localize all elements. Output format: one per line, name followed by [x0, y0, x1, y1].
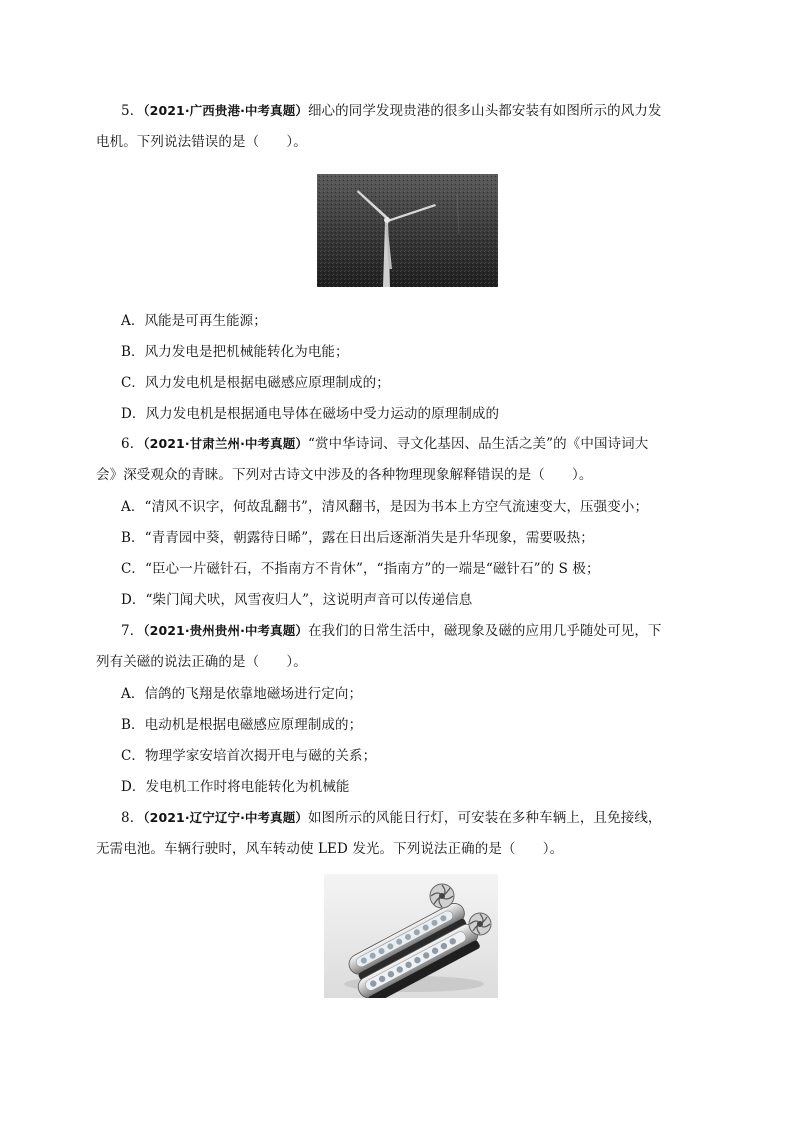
wind-turbine-photo [317, 174, 498, 287]
question-6-line-2: 会》深受观众的青睐。下列对古诗文中涉及的各种物理现象解释错误的是（ ）。 [96, 467, 593, 483]
question-7-option-d: D．发电机工作时将电能转化为机械能 [121, 779, 350, 795]
question-source: （2021·甘肃兰州·中考真题） [143, 436, 308, 451]
question-7-option-c: C．物理学家安培首次揭开电与磁的关系； [121, 748, 377, 764]
question-text: “赏中华诗词、寻文化基因、品生活之美”的《中国诗词大 [307, 436, 649, 452]
question-5-option-b: B．风力发电是把机械能转化为电能； [121, 344, 349, 360]
question-5-option-a: A．风能是可再生能源； [121, 313, 267, 329]
led-light-image [324, 874, 498, 998]
question-7-option-a: A．信鸽的飞翔是依靠地磁场进行定向； [121, 686, 363, 702]
question-6-option-d: D．“柴门闻犬吠，风雪夜归人”，这说明声音可以传递信息 [121, 592, 473, 608]
question-source: （2021·贵州贵州·中考真题） [143, 623, 308, 638]
question-5-option-c: C．风力发电机是根据电磁感应原理制成的； [121, 375, 390, 391]
question-text: 如图所示的风能日行灯，可安装在多种车辆上，且免接线， [307, 810, 662, 826]
question-6-option-a: A．“清风不识字，何故乱翻书”，清风翻书，是因为书本上方空气流速变大，压强变小； [121, 499, 649, 515]
question-number: 5． [121, 103, 144, 119]
question-number: 6． [121, 436, 144, 452]
question-7-line-1 [121, 621, 701, 641]
question-5-line-2: 电机。下列说法错误的是（ ）。 [96, 134, 307, 150]
question-6-option-b: B．“青青园中葵，朝露待日晞”，露在日出后逐渐消失是升华现象，需要吸热； [121, 530, 594, 546]
wind-turbine-image [317, 174, 498, 287]
question-text: 在我们的日常生活中，磁现象及磁的应用几乎随处可见，下 [307, 623, 662, 639]
question-source: （2021·广西贵港·中考真题） [143, 103, 308, 118]
question-6-line-1 [121, 434, 701, 454]
question-source: （2021·辽宁辽宁·中考真题） [143, 810, 308, 825]
question-text: 细心的同学发现贵港的很多山头都安装有如图所示的风力发 [307, 103, 662, 119]
question-8-line-2: 无需电池。车辆行驶时，风车转动使 LED 发光。下列说法正确的是（ ）。 [96, 841, 564, 857]
question-number: 7． [121, 623, 144, 639]
question-5-line-1 [121, 101, 701, 121]
question-6-option-c: C．“臣心一片磁针石，不指南方不肯休”，“指南方”的一端是“磁针石”的 S 极； [121, 561, 600, 577]
question-5-option-d: D．风力发电机是根据通电导体在磁场中受力运动的原理制成的 [121, 406, 500, 422]
question-number: 8． [121, 810, 144, 826]
wind-daytime-running-light-photo [324, 874, 498, 998]
question-7-line-2: 列有关磁的说法正确的是（ ）。 [96, 654, 307, 670]
question-8-line-1 [121, 808, 701, 828]
question-7-option-b: B．电动机是根据电磁感应原理制成的； [121, 717, 363, 733]
